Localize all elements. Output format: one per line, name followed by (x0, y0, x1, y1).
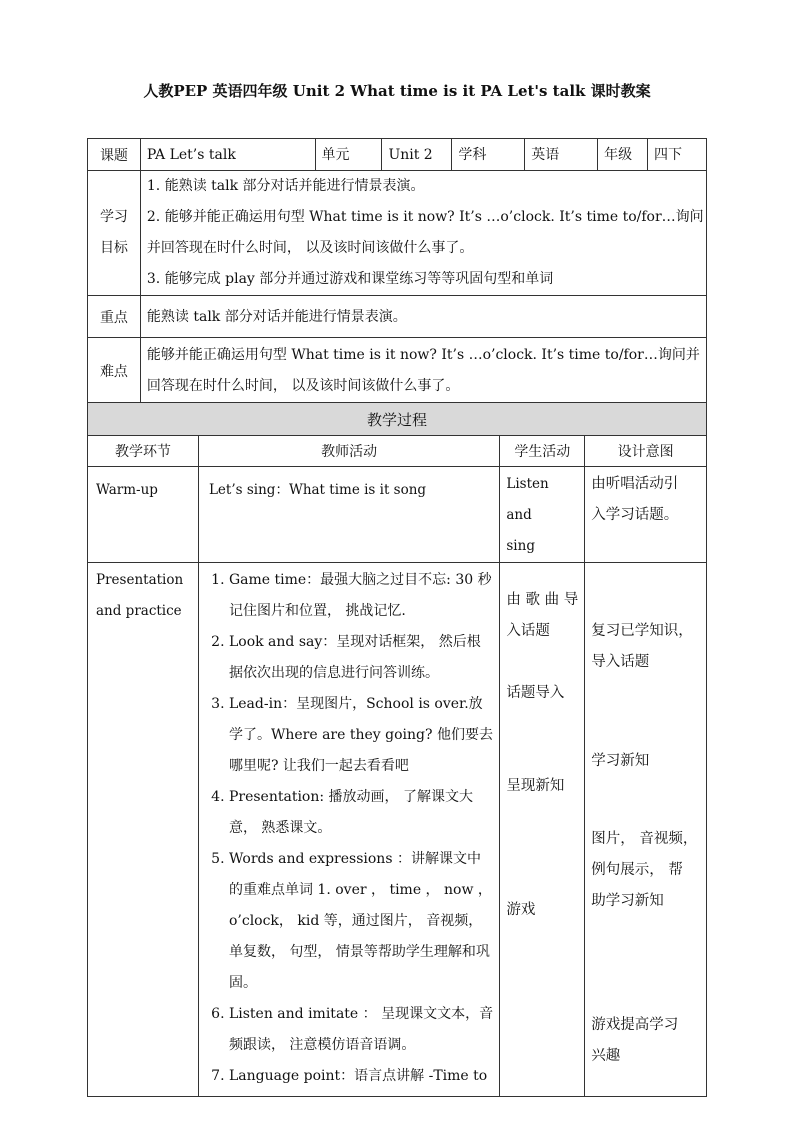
page-title: 人教PEP 英语四年级 Unit 2 What time is it PA Let's talk 课时教案 (143, 82, 651, 100)
col-student-header: 学生活动 (500, 436, 585, 467)
objective-item: 1. 能熟读 talk 部分对话并能进行情景表演。 (146, 178, 425, 194)
unit-value: Unit 2 (382, 139, 452, 171)
teacher-activity-item: 3. Lead-in：呈现图片，School is over.放学了。Where are they going? 他们要去哪里呢? 让我们一起去看看吧 (229, 689, 493, 782)
key-point-text: 能熟读 talk 部分对话并能进行情景表演。 (140, 296, 706, 338)
student-activity: 由 歌 曲 导 (506, 592, 579, 608)
objectives-label-line1: 学习 (99, 209, 128, 225)
warmup-student (500, 467, 585, 563)
presentation-stage-line: Presentation (96, 572, 184, 588)
teacher-activity-item: 4. Presentation: 播放动画， 了解课文大意， 熟悉课文。 (229, 782, 493, 844)
teacher-activity-item: 7. Language point：语言点讲解 -Time to (229, 1061, 493, 1092)
difficulty-line: 能够并能正确运用句型 What time is it now? It’s …o’clock. It’s time to/for…询问并 (146, 346, 700, 363)
objective-item: 3. 能够完成 play 部分并通过游戏和课堂练习等等巩固句型和单词 (146, 271, 554, 287)
presentation-intent (585, 563, 707, 1097)
presentation-row (88, 563, 707, 1097)
col-intent-header: 设计意图 (585, 436, 707, 467)
warmup-row (88, 467, 707, 563)
topic-value: PA Let’s talk (140, 139, 315, 171)
warmup-intent-line: 入学习话题。 (591, 507, 679, 523)
intent-text: 游戏提高学习 (591, 1017, 679, 1033)
intent-text: 例句展示， 帮 (591, 862, 683, 878)
intent-text: 助学习新知 (591, 893, 664, 909)
teacher-activity-item: 6. Listen and imitate ： 呈现课文文本，音频跟读， 注意模仿语音语调。 (229, 999, 493, 1061)
warmup-intent-line: 由听唱活动引 (591, 476, 679, 492)
subject-value: 英语 (525, 139, 598, 171)
warmup-stage: Warm-up (88, 467, 199, 563)
intent-text: 导入话题 (591, 654, 650, 670)
grade-label: 年级 (598, 139, 648, 171)
unit-label: 单元 (315, 139, 382, 171)
student-activity: 入话题 (506, 623, 550, 639)
presentation-stage-line: and practice (96, 603, 182, 619)
grade-value: 四下 (648, 139, 707, 171)
teacher-activity-item: 5. Words and expressions ：讲解课文中的重难点单词 1. over ， time ， now ，o’clock， kid 等，通过图片， 音视频，单复数， 句型， 情景等帮助学生理解和巩固。 (229, 844, 493, 999)
intent-text: 图片， 音视频， (591, 831, 698, 847)
warmup-intent (585, 467, 707, 563)
info-table (87, 138, 707, 404)
presentation-student (500, 563, 585, 1097)
student-activity: 呈现新知 (506, 778, 565, 794)
objectives-content (140, 171, 706, 296)
warmup-student-line: sing (506, 538, 535, 554)
teacher-activity-list (199, 565, 499, 1092)
col-teacher-header: 教师活动 (198, 436, 499, 467)
process-table (87, 402, 707, 1097)
process-header: 教学过程 (88, 403, 707, 436)
warmup-teacher: Let’s sing：What time is it song (198, 467, 499, 563)
teacher-activity-item: 2. Look and say：呈现对话框架， 然后根据依次出现的信息进行问答训练。 (229, 627, 493, 689)
student-activity: 话题导入 (506, 685, 565, 701)
subject-label: 学科 (452, 139, 525, 171)
topic-label: 课题 (88, 139, 141, 171)
presentation-teacher (198, 563, 499, 1097)
objective-item: 并回答现在时什么时间， 以及该时间该做什么事了。 (146, 240, 474, 256)
intent-text: 复习已学知识， (591, 623, 693, 639)
key-point-label: 重点 (88, 296, 141, 338)
difficulty-text (140, 338, 706, 404)
teacher-activity-item: 1. Game time：最强大脑之过目不忘: 30 秒记住图片和位置， 挑战记忆. (229, 565, 493, 627)
intent-text: 兴趣 (591, 1048, 621, 1064)
presentation-stage (88, 563, 199, 1097)
col-stage-header: 教学环节 (88, 436, 199, 467)
objective-item: 2. 能够并能正确运用句型 What time is it now? It’s …o’clock. It’s time to/for…询问 (146, 209, 704, 225)
objectives-label-line2: 目标 (99, 240, 128, 256)
difficulty-label: 难点 (88, 338, 141, 404)
objectives-label (88, 171, 141, 296)
warmup-student-line: Listen and (506, 476, 549, 523)
student-activity: 游戏 (506, 902, 536, 918)
difficulty-line: 回答现在时什么时间， 以及该时间该做什么事了。 (146, 377, 460, 394)
intent-text: 学习新知 (591, 753, 650, 769)
